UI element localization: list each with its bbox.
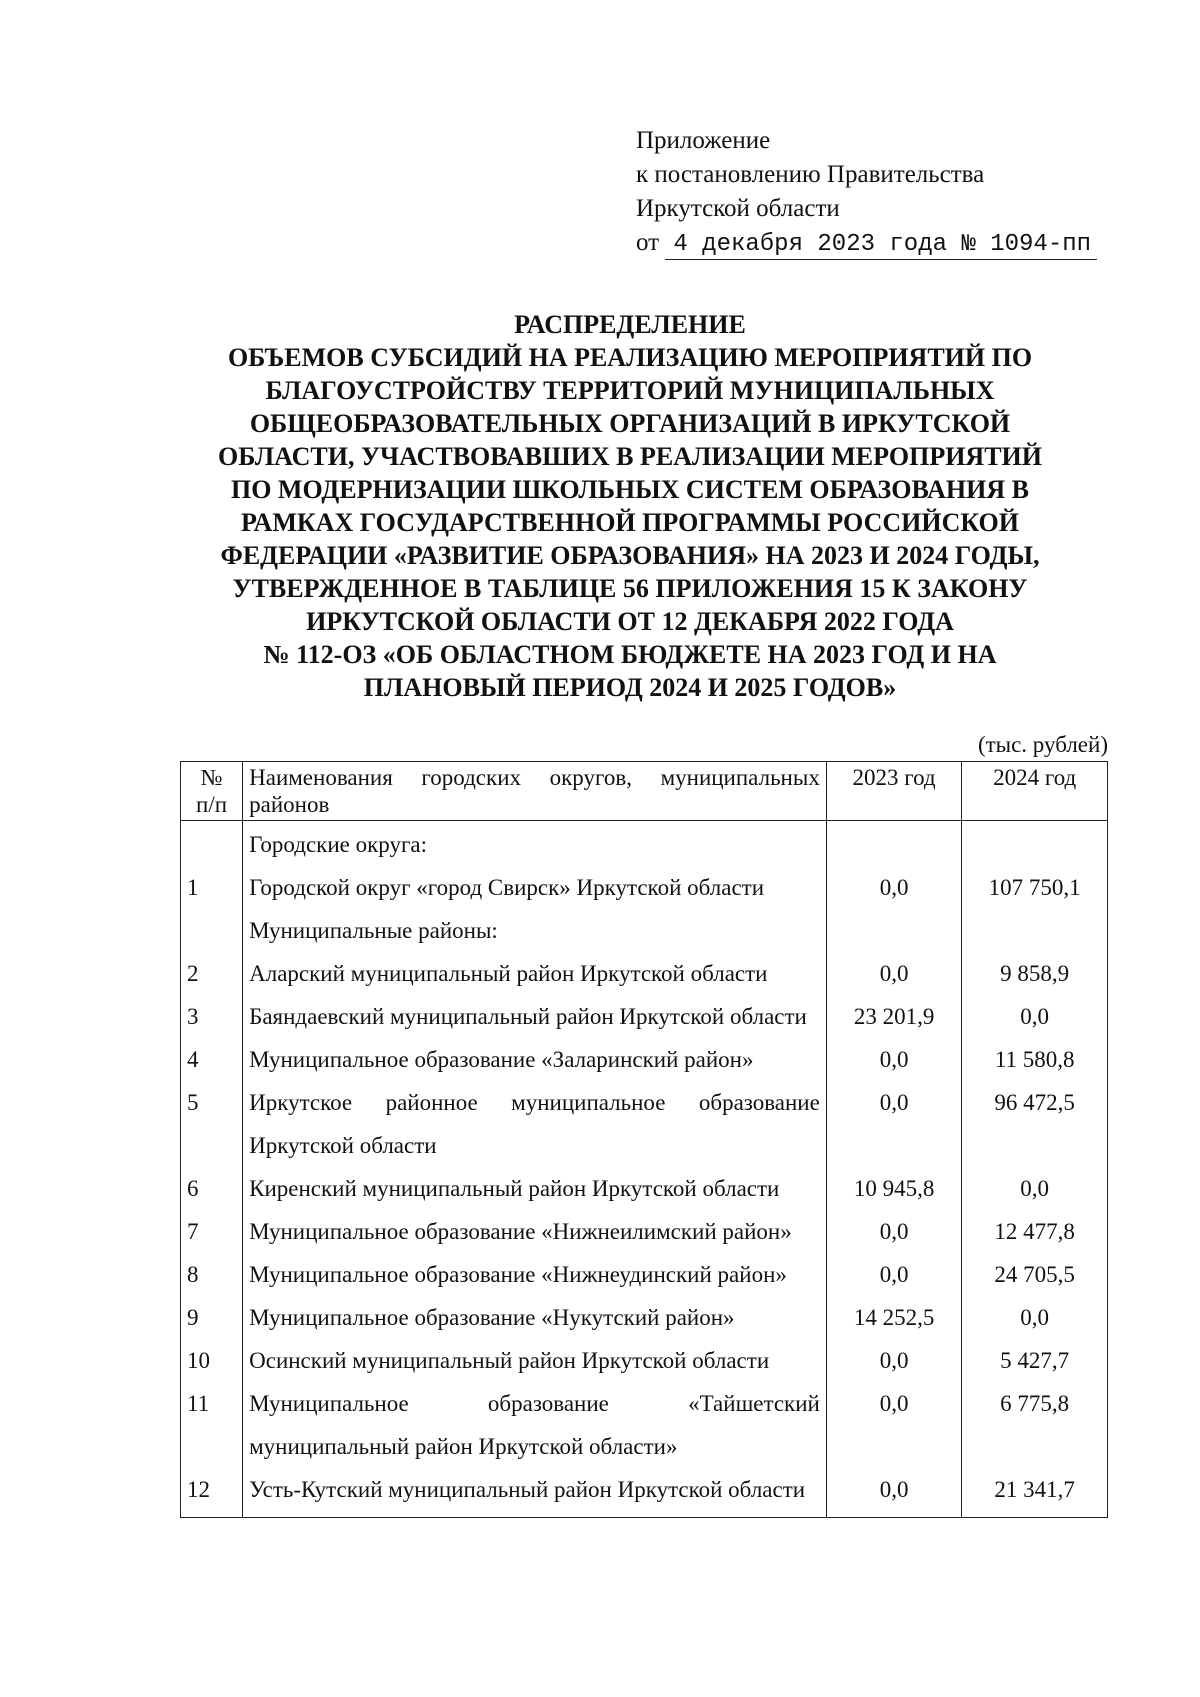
row-value-2024 [962, 821, 1108, 867]
row-value-2024: 11 580,8 [962, 1038, 1108, 1081]
title-line: ПЛАНОВЫЙ ПЕРИОД 2024 И 2025 ГОДОВ» [363, 673, 897, 702]
subsidy-table [180, 761, 1108, 1518]
row-name: Иркутское районное муниципальное образование Иркутской области [243, 1081, 827, 1167]
appendix-decree: к постановлению Правительства [636, 161, 985, 188]
appendix-date-value: 4 декабря 2023 года № 1094-пп [665, 231, 1097, 260]
row-value-2024 [962, 909, 1108, 952]
row-number: 6 [181, 1167, 243, 1210]
row-value-2023: 0,0 [826, 1382, 961, 1468]
header-number-symbol: № [200, 765, 223, 790]
row-name: Муниципальное образование «Нижнеилимский район» [243, 1210, 827, 1253]
row-value-2023: 0,0 [826, 1339, 961, 1382]
row-value-2023: 14 252,5 [826, 1296, 961, 1339]
row-name: Муниципальное образование «Заларинский район» [243, 1038, 827, 1081]
row-number: 11 [181, 1382, 243, 1468]
row-value-2024: 12 477,8 [962, 1210, 1108, 1253]
header-name: Наименования городских округов, муниципальных районов [243, 762, 827, 821]
table-row [181, 1038, 1108, 1081]
table-row [181, 1296, 1108, 1339]
row-value-2024: 0,0 [962, 995, 1108, 1038]
row-value-2023 [826, 909, 961, 952]
title-line: УТВЕРЖДЕННОЕ В ТАБЛИЦЕ 56 ПРИЛОЖЕНИЯ 15 К ЗАКОНУ [232, 574, 1028, 603]
row-value-2024: 21 341,7 [962, 1468, 1108, 1518]
row-value-2024: 96 472,5 [962, 1081, 1108, 1167]
row-name: Осинский муниципальный район Иркутской области [243, 1339, 827, 1382]
document-title [170, 308, 1090, 704]
table-row [181, 1210, 1108, 1253]
row-name: Аларский муниципальный район Иркутской области [243, 952, 827, 995]
row-number: 12 [181, 1468, 243, 1518]
row-number: 5 [181, 1081, 243, 1167]
table-row [181, 995, 1108, 1038]
title-line: ИРКУТСКОЙ ОБЛАСТИ ОТ 12 ДЕКАБРЯ 2022 ГОДА [306, 607, 954, 636]
table-row [181, 1081, 1108, 1167]
title-line: РАМКАХ ГОСУДАРСТВЕННОЙ ПРОГРАММЫ РОССИЙСКОЙ [240, 508, 1020, 537]
appendix-date-line [636, 226, 1097, 260]
row-name: Городские округа: [243, 821, 827, 867]
row-value-2024: 5 427,7 [962, 1339, 1108, 1382]
row-value-2023: 10 945,8 [826, 1167, 961, 1210]
row-name: Муниципальное образование «Нижнеудинский район» [243, 1253, 827, 1296]
row-value-2023: 0,0 [826, 1210, 961, 1253]
title-line: ПО МОДЕРНИЗАЦИИ ШКОЛЬНЫХ СИСТЕМ ОБРАЗОВАНИЯ В [230, 475, 1029, 504]
row-value-2024: 0,0 [962, 1167, 1108, 1210]
appendix-label: Приложение [636, 127, 771, 154]
table-row [181, 1382, 1108, 1468]
row-name: Городской округ «город Свирск» Иркутской области [243, 866, 827, 909]
table-row [181, 1253, 1108, 1296]
title-line: № 112-ОЗ «ОБ ОБЛАСТНОМ БЮДЖЕТЕ НА 2023 ГОД И НА [263, 640, 997, 669]
header-number-pp: п/п [196, 792, 228, 817]
title-line: БЛАГОУСТРОЙСТВУ ТЕРРИТОРИЙ МУНИЦИПАЛЬНЫХ [265, 376, 995, 405]
row-value-2023: 0,0 [826, 1468, 961, 1518]
table-row [181, 952, 1108, 995]
row-number [181, 909, 243, 952]
row-name: Баяндаевский муниципальный район Иркутской области [243, 995, 827, 1038]
table-row [181, 909, 1108, 952]
appendix-date-prefix: от [636, 229, 660, 256]
row-name: Усть-Кутский муниципальный район Иркутской области [243, 1468, 827, 1518]
appendix-region: Иркутской области [636, 195, 840, 222]
units-label: (тыс. рублей) [977, 732, 1108, 757]
row-number: 8 [181, 1253, 243, 1296]
appendix-header [636, 124, 1097, 260]
row-value-2024: 9 858,9 [962, 952, 1108, 995]
row-value-2023: 23 201,9 [826, 995, 961, 1038]
row-number: 9 [181, 1296, 243, 1339]
table-row [181, 821, 1108, 867]
table-row [181, 1468, 1108, 1518]
row-number: 3 [181, 995, 243, 1038]
row-name: Муниципальное образование «Тайшетский муниципальный район Иркутской области» [243, 1382, 827, 1468]
header-2024: 2024 год [962, 762, 1108, 821]
row-value-2023: 0,0 [826, 1038, 961, 1081]
row-number [181, 821, 243, 867]
row-name: Муниципальные районы: [243, 909, 827, 952]
row-name: Киренский муниципальный район Иркутской области [243, 1167, 827, 1210]
header-2023: 2023 год [826, 762, 961, 821]
row-value-2024: 0,0 [962, 1296, 1108, 1339]
title-line: ОБЩЕОБРАЗОВАТЕЛЬНЫХ ОРГАНИЗАЦИЙ В ИРКУТСКОЙ [249, 409, 1011, 438]
row-number: 4 [181, 1038, 243, 1081]
row-number: 2 [181, 952, 243, 995]
row-value-2023: 0,0 [826, 952, 961, 995]
row-value-2024: 24 705,5 [962, 1253, 1108, 1296]
row-value-2023: 0,0 [826, 1253, 961, 1296]
row-value-2023: 0,0 [826, 866, 961, 909]
title-line: РАСПРЕДЕЛЕНИЕ [514, 310, 746, 339]
row-number: 7 [181, 1210, 243, 1253]
row-name: Муниципальное образование «Нукутский район» [243, 1296, 827, 1339]
title-line: ОБЪЕМОВ СУБСИДИЙ НА РЕАЛИЗАЦИЮ МЕРОПРИЯТИЙ ПО [227, 343, 1033, 372]
row-value-2023: 0,0 [826, 1081, 961, 1167]
row-value-2024: 6 775,8 [962, 1382, 1108, 1468]
table-row [181, 1167, 1108, 1210]
table-row [181, 1339, 1108, 1382]
row-value-2024: 107 750,1 [962, 866, 1108, 909]
table-header-row [181, 762, 1108, 821]
row-number: 10 [181, 1339, 243, 1382]
table-row [181, 866, 1108, 909]
row-number: 1 [181, 866, 243, 909]
header-number [181, 762, 243, 821]
title-line: ОБЛАСТИ, УЧАСТВОВАВШИХ В РЕАЛИЗАЦИИ МЕРОПРИЯТИЙ [217, 442, 1042, 471]
row-value-2023 [826, 821, 961, 867]
table-body [181, 821, 1108, 1518]
title-line: ФЕДЕРАЦИИ «РАЗВИТИЕ ОБРАЗОВАНИЯ» НА 2023 И 2024 ГОДЫ, [220, 541, 1040, 570]
